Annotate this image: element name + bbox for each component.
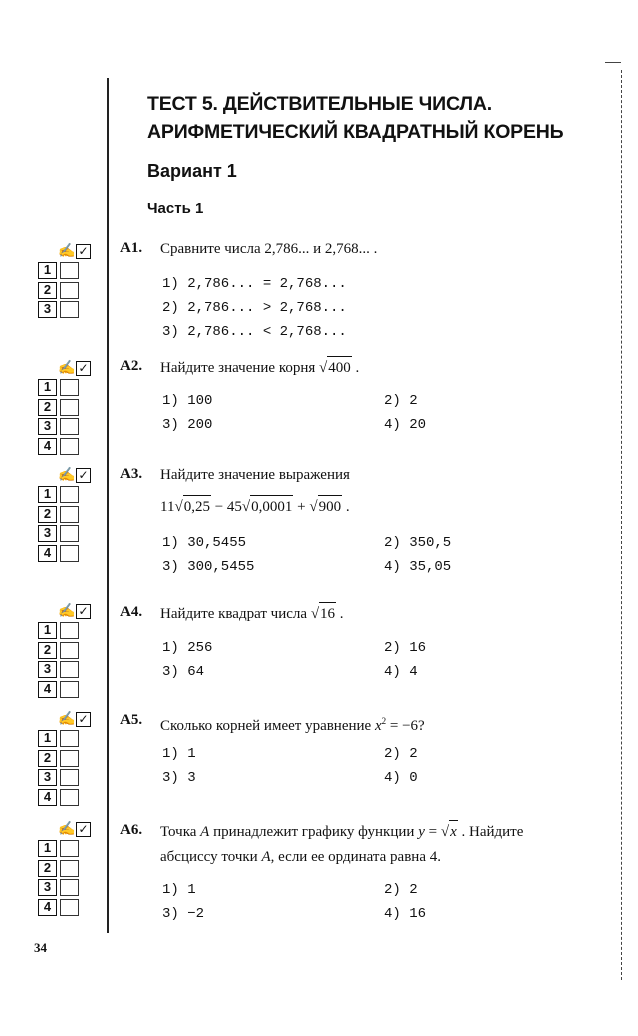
radicand: 16 [319, 602, 336, 625]
option: 2) 2 [384, 746, 418, 762]
answer-cell[interactable] [60, 642, 79, 659]
answer-number: 3 [38, 418, 57, 435]
answer-cell[interactable] [60, 506, 79, 523]
pencil-icon: ✍ [58, 821, 76, 837]
text: принадлежит графику функции [209, 824, 419, 840]
cut-line [621, 70, 622, 980]
answer-cell[interactable] [60, 681, 79, 698]
part-heading: Часть 1 [147, 200, 204, 217]
text: Найдите квадрат числа [160, 606, 311, 622]
option: 1) 30,5455 [162, 535, 247, 551]
title-line-1: ТЕСТ 5. ДЕЙСТВИТЕЛЬНЫЕ ЧИСЛА. [147, 93, 492, 115]
answer-cell[interactable] [60, 301, 79, 318]
answer-cell[interactable] [60, 769, 79, 786]
option: 1) 2,786... = 2,768... [162, 276, 347, 292]
answer-number: 4 [38, 681, 57, 698]
option: 2) 2 [384, 393, 418, 409]
radicand: 0,0001 [250, 495, 293, 518]
checkbox-icon: ✓ [76, 822, 91, 837]
answer-number: 4 [38, 789, 57, 806]
answer-number: 2 [38, 506, 57, 523]
text: . Найдите [457, 824, 524, 840]
variable: x [374, 718, 382, 734]
pencil-icon: ✍ [58, 603, 76, 619]
option: 2) 16 [384, 640, 427, 656]
sqrt-expression: √ x [441, 820, 458, 843]
radicand: x [449, 820, 458, 843]
option: 3) 64 [162, 664, 205, 680]
question-label-a1: A1. [120, 240, 143, 256]
option: 4) 0 [384, 770, 418, 786]
sqrt-expression: √ 0,0001 [242, 495, 293, 518]
answer-cell[interactable] [60, 438, 79, 455]
title-line-2: АРИФМЕТИЧЕСКИЙ КВАДРАТНЫЙ КОРЕНЬ [147, 121, 564, 143]
answer-cell[interactable] [60, 418, 79, 435]
question-text-a4 [160, 602, 344, 625]
pencil-icon: ✍ [58, 467, 76, 483]
checkbox-icon: ✓ [76, 361, 91, 376]
answer-number: 1 [38, 379, 57, 396]
expression-a3 [160, 495, 350, 518]
option: 3) 300,5455 [162, 559, 255, 575]
variable: A [200, 824, 210, 840]
option: 4) 35,05 [384, 559, 452, 575]
question-label-a2: A2. [120, 358, 143, 374]
option: 2) 2,786... > 2,768... [162, 300, 347, 316]
answer-number: 2 [38, 399, 57, 416]
answer-number: 2 [38, 282, 57, 299]
variable: A [261, 849, 271, 865]
answer-number: 3 [38, 769, 57, 786]
answer-number: 2 [38, 860, 57, 877]
page-title [147, 90, 563, 146]
sqrt-expression: √ 0,25 [174, 495, 210, 518]
sqrt-expression: √ 400 [319, 356, 352, 379]
option: 3) 2,786... < 2,768... [162, 324, 347, 340]
answer-box-a2 [34, 357, 91, 457]
answer-cell[interactable] [60, 545, 79, 562]
answer-cell[interactable] [60, 379, 79, 396]
pencil-icon: ✍ [58, 711, 76, 727]
text: = −6? [386, 718, 425, 734]
question-text-a5 [160, 710, 425, 737]
text: . [336, 606, 344, 622]
question-text-a6-line2 [160, 846, 441, 868]
radicand: 0,25 [183, 495, 211, 518]
answer-number: 4 [38, 545, 57, 562]
answer-box-a3 [34, 464, 91, 564]
option: 3) 200 [162, 417, 213, 433]
variable: y [418, 824, 425, 840]
answer-number: 1 [38, 262, 57, 279]
question-text-a2 [160, 356, 359, 379]
answer-number: 4 [38, 438, 57, 455]
answer-cell[interactable] [60, 282, 79, 299]
answer-cell[interactable] [60, 750, 79, 767]
radicand: 900 [318, 495, 343, 518]
text: абсциссу точки [160, 849, 262, 865]
sqrt-expression: √ 900 [309, 495, 342, 518]
answer-cell[interactable] [60, 622, 79, 639]
variant-heading: Вариант 1 [147, 161, 237, 181]
answer-cell[interactable] [60, 899, 79, 916]
option: 1) 1 [162, 882, 196, 898]
checkbox-icon: ✓ [76, 712, 91, 727]
answer-number: 1 [38, 486, 57, 503]
question-label-a6: A6. [120, 822, 143, 838]
answer-box-a6 [34, 818, 91, 918]
text: . [342, 499, 350, 515]
answer-cell[interactable] [60, 262, 79, 279]
answer-number: 1 [38, 622, 57, 639]
exponent: 2 [381, 716, 387, 726]
answer-cell[interactable] [60, 661, 79, 678]
checkbox-icon: ✓ [76, 468, 91, 483]
question-label-a3: A3. [120, 466, 143, 482]
text: + [293, 499, 310, 515]
pencil-icon: ✍ [58, 243, 76, 259]
answer-cell[interactable] [60, 486, 79, 503]
answer-number: 3 [38, 301, 57, 318]
option: 3) −2 [162, 906, 205, 922]
answer-number: 2 [38, 642, 57, 659]
answer-number: 1 [38, 730, 57, 747]
option: 1) 100 [162, 393, 213, 409]
page-number: 34 [34, 940, 47, 955]
margin-rule [107, 78, 109, 933]
text: Найдите значение корня [160, 360, 320, 376]
sqrt-expression: √ 16 [311, 602, 336, 625]
answer-number: 1 [38, 840, 57, 857]
radicand: 400 [327, 356, 352, 379]
answer-cell[interactable] [60, 879, 79, 896]
option: 2) 2 [384, 882, 418, 898]
text: 11 [160, 499, 175, 515]
text: − 45 [210, 499, 242, 515]
answer-cell[interactable] [60, 840, 79, 857]
checkbox-icon: ✓ [76, 604, 91, 619]
question-label-a5: A5. [120, 712, 143, 728]
option: 3) 3 [162, 770, 196, 786]
question-label-a4: A4. [120, 604, 143, 620]
checkbox-icon: ✓ [76, 244, 91, 259]
answer-number: 4 [38, 899, 57, 916]
text: Сколько корней имеет уравнение [160, 718, 375, 734]
answer-number: 3 [38, 661, 57, 678]
answer-box-a1 [34, 240, 91, 321]
answer-number: 3 [38, 879, 57, 896]
text: = [424, 824, 441, 840]
option: 2) 350,5 [384, 535, 452, 551]
answer-box-a5 [34, 708, 91, 808]
answer-cell[interactable] [60, 399, 79, 416]
option: 4) 4 [384, 664, 418, 680]
text: , если ее ордината равна 4. [270, 849, 441, 865]
option: 1) 1 [162, 746, 196, 762]
pencil-icon: ✍ [58, 360, 76, 376]
option: 4) 20 [384, 417, 427, 433]
text: Точка [160, 824, 201, 840]
answer-cell[interactable] [60, 860, 79, 877]
answer-cell[interactable] [60, 789, 79, 806]
answer-cell[interactable] [60, 525, 79, 542]
question-text-a6 [160, 820, 523, 843]
option: 1) 256 [162, 640, 213, 656]
answer-box-a4 [34, 600, 91, 700]
question-text-a1: Сравните числа 2,786... и 2,768... . [160, 241, 378, 257]
answer-number: 2 [38, 750, 57, 767]
question-text-a3: Найдите значение выражения [160, 467, 350, 483]
answer-cell[interactable] [60, 730, 79, 747]
cut-line-tick [605, 62, 621, 63]
option: 4) 16 [384, 906, 427, 922]
text: . [351, 360, 360, 376]
answer-number: 3 [38, 525, 57, 542]
